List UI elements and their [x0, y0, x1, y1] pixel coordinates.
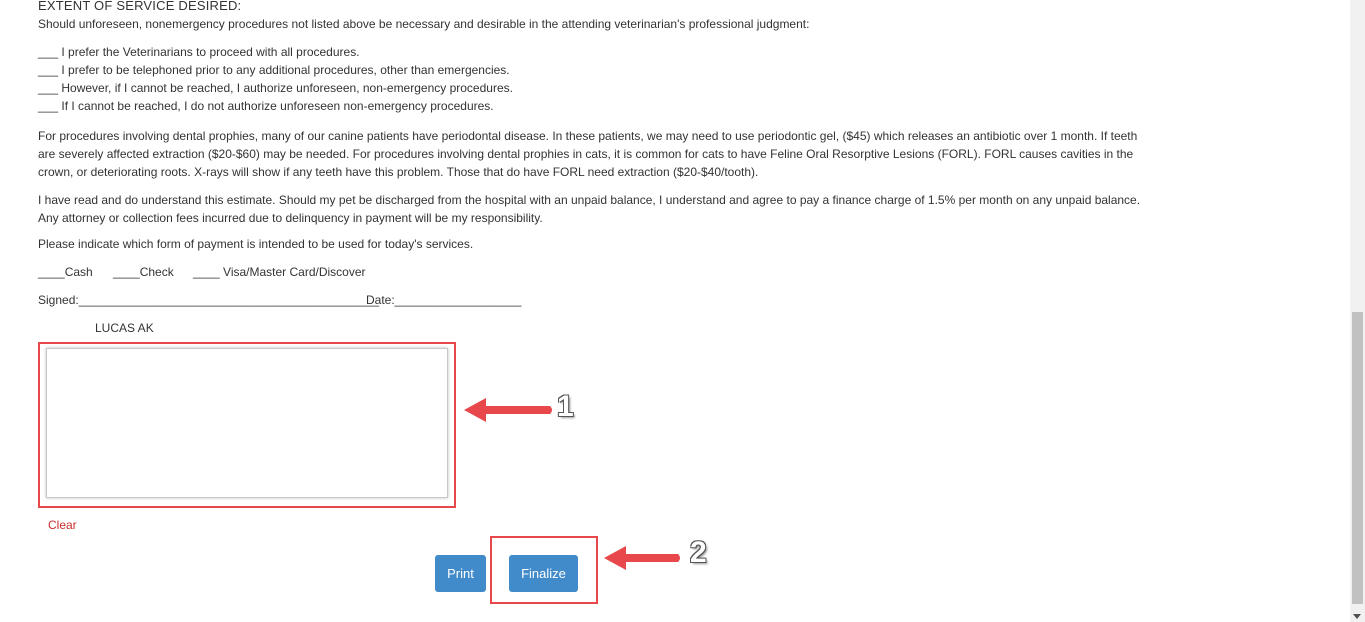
payment-check: ____Check: [113, 265, 174, 279]
scrollbar-thumb[interactable]: [1352, 312, 1363, 604]
payment-cash: ____Cash: [38, 265, 93, 279]
intro-text: Should unforeseen, nonemergency procedures not listed above be necessary and desirable in the attending veterinarian's professional judgment:: [38, 17, 810, 31]
signature-pad[interactable]: [46, 348, 448, 498]
estimate-paragraph: I have read and do understand this estimate. Should my pet be discharged from the hospital with an unpaid balance, I understand and agree to pay a finance charge of 1.5% per month on any unpaid balance. Any attorney or collection fees incurred due to delinquency in payment will be my responsibility.: [38, 193, 1141, 225]
payment-card: ____ Visa/Master Card/Discover: [193, 265, 366, 279]
callout-number-2: 2: [690, 536, 707, 569]
payment-prompt: Please indicate which form of payment is intended to be used for today's services.: [38, 237, 474, 251]
vertical-scrollbar[interactable]: [1350, 0, 1365, 622]
callout-number-1: 1: [557, 390, 574, 423]
clear-signature-link[interactable]: Clear: [48, 518, 77, 532]
scroll-down-arrow-icon[interactable]: [1353, 614, 1361, 619]
finalize-button[interactable]: Finalize: [509, 555, 578, 592]
option-do-not-authorize: ___ If I cannot be reached, I do not authorize unforeseen non-emergency procedures.: [38, 99, 494, 113]
section-heading: EXTENT OF SERVICE DESIRED:: [38, 0, 242, 13]
arrow-left-icon: [460, 394, 556, 426]
print-button[interactable]: Print: [435, 555, 486, 592]
option-telephone-first: ___ I prefer to be telephoned prior to any additional procedures, other than emergencies.: [38, 63, 510, 77]
dental-paragraph: For procedures involving dental prophies, many of our canine patients have periodontal disease. In these patients, we may need to use periodontic gel, ($45) which releases an antibiotic over 1 month. If teeth are severely affected extraction ($20-$60) may be needed. For procedures involving dental prophies in cats, it is common for cats to have Feline Oral Resorptive Lesions (FORL). FORL causes cavities in the crown, or deteriorating roots. X-rays will show if any teeth have this problem. Those that do have FORL need extraction ($20-$40/tooth).: [38, 129, 1138, 179]
option-proceed-all: ___ I prefer the Veterinarians to proceed with all procedures.: [38, 45, 360, 59]
arrow-left-icon: [600, 542, 684, 574]
date-line: Date:___________________: [366, 293, 522, 307]
signed-line: Signed:_____________________________________________: [38, 293, 380, 307]
option-authorize-if-unreachable: ___ However, if I cannot be reached, I authorize unforeseen, non-emergency procedures.: [38, 81, 513, 95]
signer-name: LUCAS AK: [95, 321, 154, 335]
